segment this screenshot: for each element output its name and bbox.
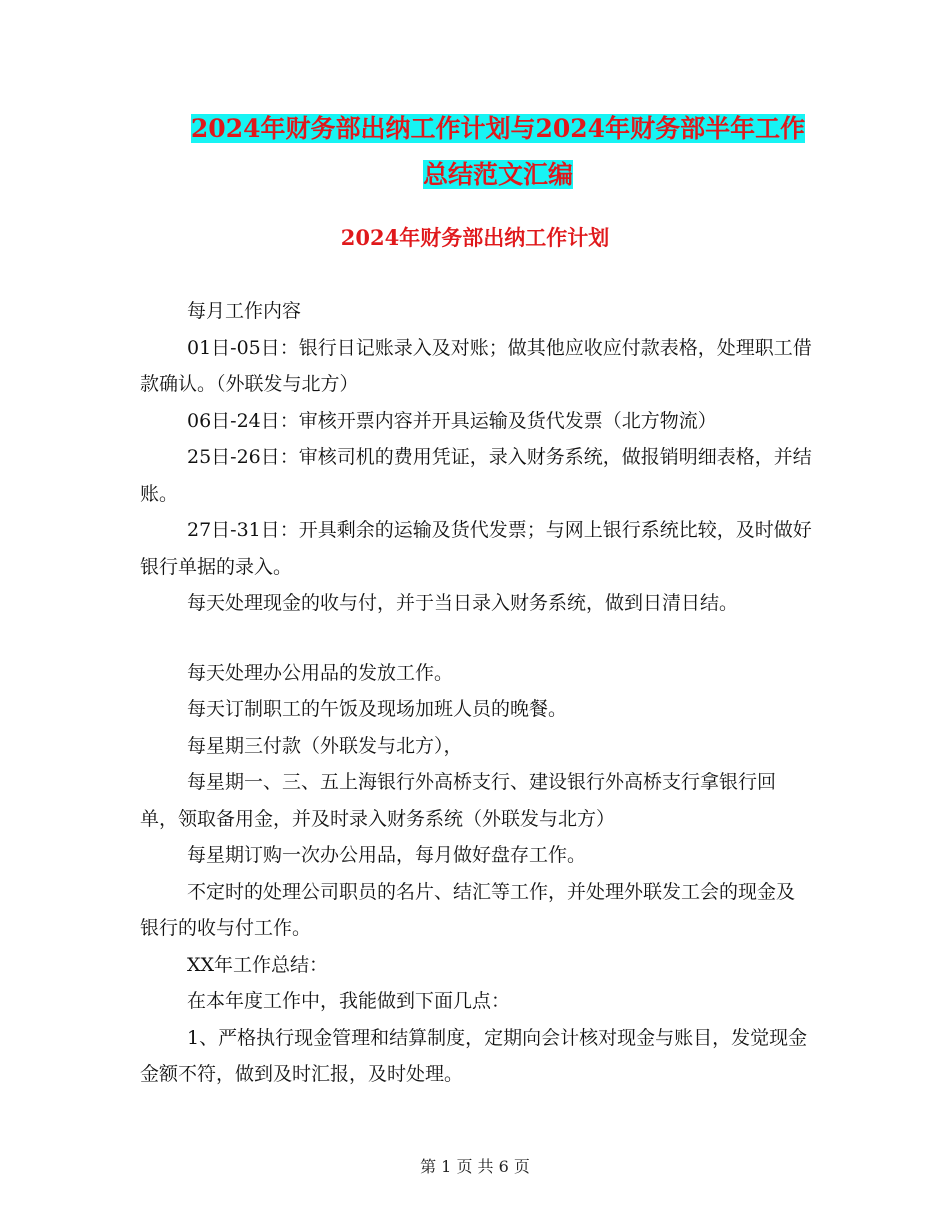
document-title-line-2	[140, 154, 856, 196]
document-body	[140, 293, 812, 1093]
paragraph: 每天订制职工的午饭及现场加班人员的晚餐。	[187, 698, 568, 720]
paragraph: 每月工作内容	[187, 300, 302, 322]
paragraph: 01日-05日：银行日记账录入及对账；做其他应收应付款表格，处理职工借款确认。（外联发与北方）	[140, 336, 812, 395]
paragraph: 不定时的处理公司职员的名片、结汇等工作，并处理外联发工会的现金及银行的收与付工作。	[140, 880, 796, 939]
paragraph: 每天处理现金的收与付，并于当日录入财务系统，做到日清日结。	[187, 592, 739, 614]
paragraph-spacer	[140, 622, 812, 655]
paragraph: 每天处理办公用品的发放工作。	[187, 661, 454, 684]
title-highlight: 总结范文汇编	[422, 160, 573, 189]
page-number: 第 1 页 共 6 页	[420, 1157, 530, 1176]
paragraph: 06日-24日：审核开票内容并开具运输及货代发票（北方物流）	[187, 409, 717, 432]
paragraph: 在本年度工作中，我能做到下面几点：	[187, 990, 511, 1012]
paragraph: 每星期三付款（外联发与北方），	[187, 734, 463, 757]
paragraph: 每星期一、三、五上海银行外高桥支行、建设银行外高桥支行拿银行回单，领取备用金，并及时录入财务系统（外联发与北方）	[140, 771, 777, 830]
paragraph: 1、严格执行现金管理和结算制度，定期向会计核对现金与账目，发觉现金金额不符，做到及时汇报，及时处理。	[140, 1026, 808, 1085]
title-highlight: 2024年财务部出纳工作计划与2024年财务部半年工作	[190, 114, 806, 143]
paragraph: 27日-31日：开具剩余的运输及货代发票；与网上银行系统比较，及时做好银行单据的录入。	[140, 519, 812, 578]
document-title-line-1	[140, 108, 856, 150]
paragraph: XX年工作总结：	[187, 953, 329, 976]
paragraph: 25日-26日：审核司机的费用凭证，录入财务系统，做报销明细表格，并结账。	[140, 446, 812, 505]
section-heading: 2024年财务部出纳工作计划	[340, 225, 610, 250]
paragraph: 每星期订购一次办公用品，每月做好盘存工作。	[187, 844, 587, 866]
